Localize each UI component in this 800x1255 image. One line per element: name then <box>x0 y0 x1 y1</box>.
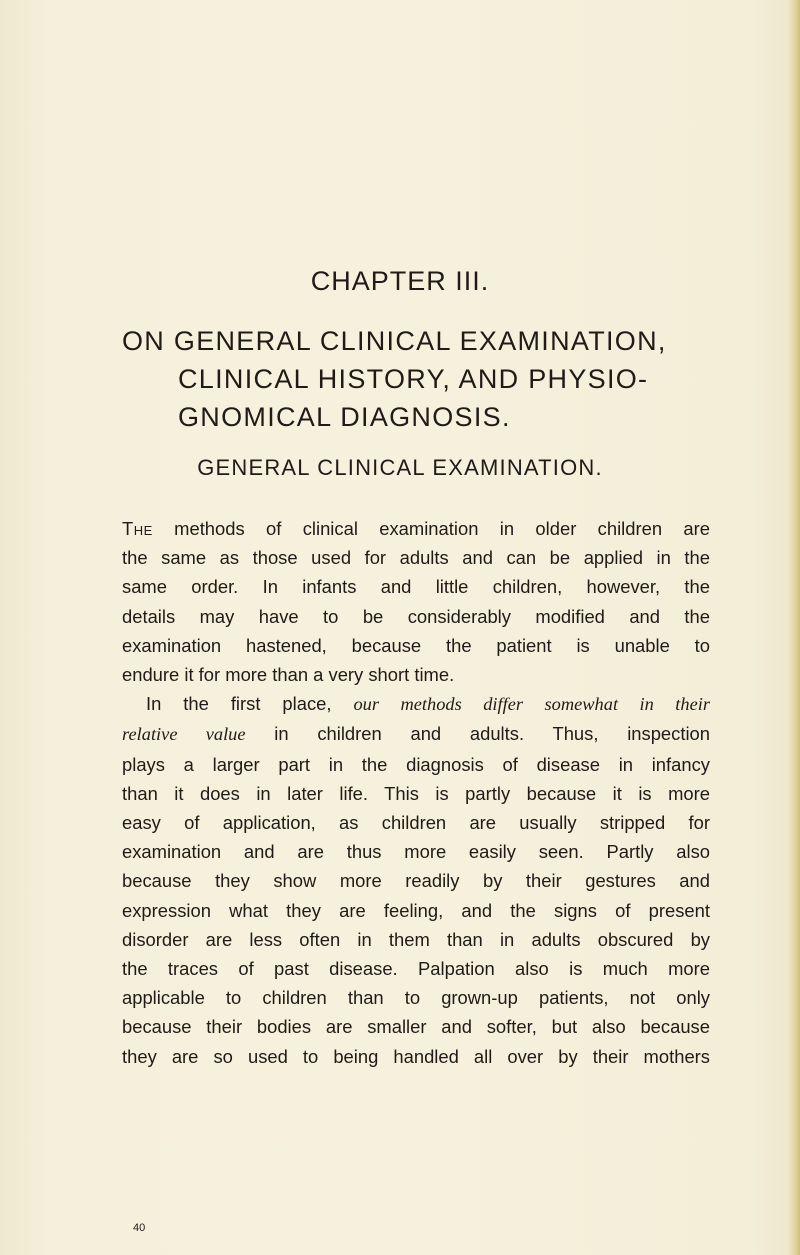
text-line: the traces of past disease. Palpation also is much more <box>122 958 710 980</box>
text-span: in children and adults. Thus, inspection <box>245 723 710 745</box>
text-span: In the first place, <box>146 693 354 715</box>
text-line: applicable to children than to grown-up patients, not only <box>122 987 710 1009</box>
page-number: 40 <box>133 1222 146 1234</box>
italic-span: our methods differ somewhat in their <box>353 694 710 715</box>
text-line: expression what they are feeling, and the signs of present <box>122 899 710 921</box>
section-heading: GENERAL CLINICAL EXAMINATION. <box>197 455 603 480</box>
lead-word: The <box>122 518 153 539</box>
chapter-title-line: GNOMICAL DIAGNOSIS. <box>178 402 511 432</box>
text-line: plays a larger part in the diagnosis of disease in infancy <box>122 753 710 775</box>
text-line: the same as those used for adults and can be applied in the <box>122 547 710 569</box>
text-line: because their bodies are smaller and softer, but also because <box>122 1016 710 1038</box>
text-line: they are so used to being handled all over by their mothers <box>122 1045 710 1067</box>
chapter-heading: CHAPTER III. <box>310 266 490 296</box>
text-line: disorder are less often in them than in adults obscured by <box>122 928 710 950</box>
body-text <box>122 514 710 1071</box>
text-line: examination and are thus more easily seen. Partly also <box>122 841 710 863</box>
page-edge <box>788 0 800 1255</box>
text-span: methods of clinical examination in older children are <box>152 518 710 539</box>
text-line: examination hastened, because the patient is unable to <box>122 634 710 656</box>
italic-span: relative value <box>122 724 246 745</box>
text-line <box>122 689 710 719</box>
text-line <box>122 719 710 749</box>
chapter-title-line: CLINICAL HISTORY, AND PHYSIO- <box>178 364 649 394</box>
chapter-title-line: ON GENERAL CLINICAL EXAMINATION, <box>122 326 667 356</box>
text-line: than it does in later life. This is partly because it is more <box>122 782 710 804</box>
text-line: same order. In infants and little children, however, the <box>122 576 710 598</box>
text-line: easy of application, as children are usually stripped for <box>122 812 710 834</box>
text-line <box>122 514 710 543</box>
text-line: details may have to be considerably modified and the <box>122 605 710 627</box>
text-line: endure it for more than a very short time. <box>122 664 455 686</box>
text-line: because they show more readily by their gestures and <box>122 870 710 892</box>
chapter-title <box>122 322 762 436</box>
